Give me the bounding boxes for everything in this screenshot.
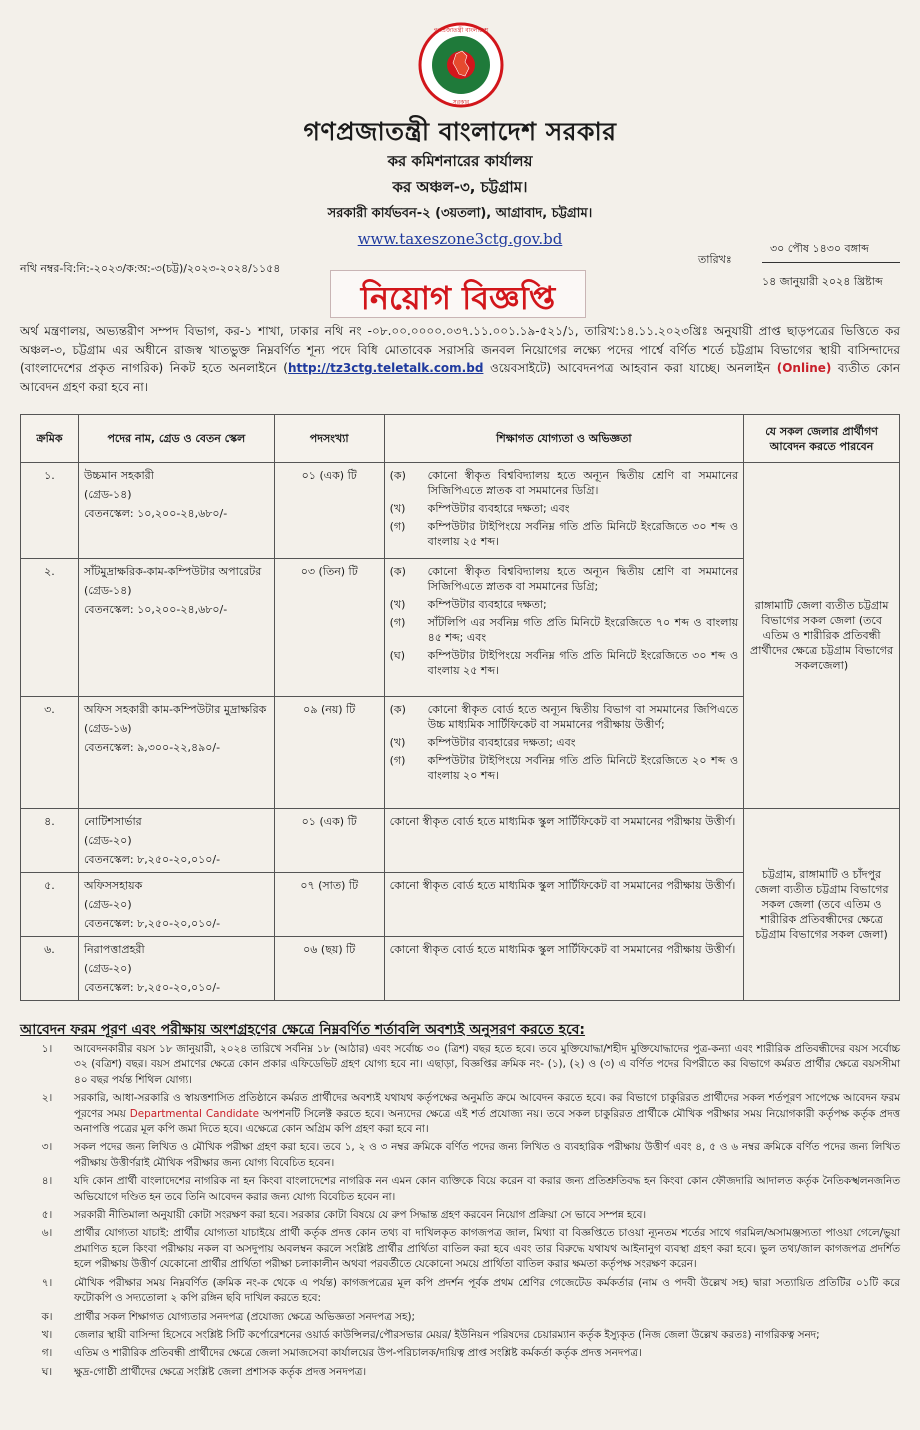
qualification-text: কোনো স্বীকৃত বোর্ড হতে মাধ্যমিক স্কুল সার্টিফিকেট বা সমমানের পরীক্ষায় উত্তীর্ণ।	[389, 815, 736, 828]
condition-item	[20, 1276, 900, 1307]
online-label: (Online)	[776, 361, 832, 375]
post-cell	[78, 697, 274, 809]
qualification-text: কোনো স্বীকৃত বোর্ড হতে অন্যূন দ্বিতীয় বিভাগ বা সমমানের জিপিএতে উচ্চ মাধ্যমিক সার্টিফিকেট বা সমমানের পরীক্ষায় উত্তীর্ণ;	[427, 703, 739, 731]
condition-number: ২।	[41, 1092, 53, 1105]
date-label: তারিখঃ	[698, 253, 732, 266]
government-name: গণপ্রজাতন্ত্রী বাংলাদেশ সরকার	[303, 117, 617, 146]
condition-number: খ।	[41, 1328, 53, 1341]
serial-cell: ৬.	[21, 937, 79, 1001]
condition-text: ক্ষুদ্র-গোষ্ঠী প্রার্থীদের ক্ষেত্রে সংশ্লিষ্ট জেলা প্রশাসক কর্তৃক প্রদত্ত সনদপত্র।	[74, 1365, 367, 1378]
condition-number: ৩।	[41, 1141, 53, 1154]
post-grade: (গ্রেড-২০)	[83, 962, 132, 975]
condition-text: আবেদনকারীর বয়স ১৮ জানুয়ারী, ২০২৪ তারিখে সর্বনিম্ন ১৮ (আঠার) এবং সর্বোচ্চ ৩০ (ত্রিশ) বছর হতে হবে। তবে মুক্তিযোদ্ধা/শহীদ মুক্তিযোদ্ধাদের পুত্র-কন্যা এবং শারীরিক প্রতিবন্ধীদের বয়স সর্বোচ্চ ৩২ (বত্রিশ) বছর। বয়স প্রমাণের ক্ষেত্রে কোন প্রকার এফিডেভিট গ্রহণ যোগ্য হবে না। এছাড়া, বিজ্ঞপ্তির ক্রমিক নং- (১), (২) ও (৩) এ বর্ণিত পদের বিপরীতে কর বিভাগে কর্মরত প্রার্থীর ক্ষেত্রে বয়সসীমা ৪০ বছর পর্যন্ত শিথিল যোগ্য।	[74, 1043, 900, 1086]
notice-title: নিয়োগ বিজ্ঞপ্তি	[360, 279, 556, 317]
qualification-key: (গ)	[389, 754, 406, 767]
condition-body	[74, 1091, 900, 1137]
post-cell	[78, 809, 274, 873]
condition-body	[74, 1276, 900, 1307]
serial-cell: ২.	[21, 559, 79, 697]
header-count: পদসংখ্যা	[274, 415, 384, 463]
condition-item	[20, 1174, 900, 1205]
date-english: ১৪ জানুয়ারী ২০২৪ খ্রিষ্টাব্দ	[762, 275, 883, 288]
intro-text-3: ব্যতীত কোন আবেদন গ্রহণ করা হবে না।	[20, 361, 900, 394]
condition-item	[20, 1346, 900, 1361]
condition-item	[20, 1226, 900, 1272]
condition-body	[74, 1365, 900, 1380]
post-name: সাঁটমুদ্রাক্ষরিক-কাম-কম্পিউটার অপারেটর	[83, 565, 262, 578]
office-name: কর কমিশনারের কার্যালয়	[387, 152, 533, 170]
title-box	[330, 270, 586, 318]
header-post: পদের নাম, গ্রেড ও বেতন স্কেল	[78, 415, 274, 463]
condition-body	[74, 1310, 900, 1325]
qualification-key: (খ)	[389, 598, 406, 611]
qualification-item	[390, 648, 739, 678]
qualification-text: কম্পিউটার ব্যবহারের দক্ষতা; এবং	[427, 736, 576, 749]
qualification-key: (ক)	[389, 469, 406, 482]
qualification-cell	[384, 809, 744, 873]
header-qualification: শিক্ষাগত যোগ্যতা ও অভিজ্ঞতা	[384, 415, 744, 463]
post-grade: (গ্রেড-১৬)	[83, 722, 132, 735]
qualification-item	[390, 597, 739, 612]
post-cell	[78, 873, 274, 937]
condition-body	[74, 1140, 900, 1171]
condition-text: অপশনটি সিলেক্ট করতে হবে। অন্যদের ক্ষেত্রে এই শর্ত প্রযোজ্য নয়। তবে সকল চাকুরিরত প্রার্থীকে মৌখিক পরীক্ষার সময় নিয়োগকারী কর্তৃপক্ষ কর্তৃক প্রদত্ত অনাপত্তি পত্রের মূল কপি জমা দিতে হবে। এক্ষেত্রে কোন অগ্রিম কপি গ্রহণ করা হবে না।	[74, 1107, 900, 1136]
qualification-cell	[384, 463, 744, 559]
post-name: নোটিশসার্ভার	[83, 815, 142, 828]
post-cell	[78, 559, 274, 697]
post-count: ০৭ (সাত) টি	[274, 873, 384, 937]
qualification-text: কোনো স্বীকৃত বোর্ড হতে মাধ্যমিক স্কুল সার্টিফিকেট বা সমমানের পরীক্ষায় উত্তীর্ণ।	[389, 943, 736, 956]
post-name: নিরাপত্তাপ্রহরী	[83, 943, 145, 956]
pay-scale: বেতনস্কেল: ১০,২০০-২৪,৬৮০/-	[83, 507, 228, 520]
intro-text-1: অর্থ মন্ত্রণালয়, অভ্যন্তরীণ সম্পদ বিভাগ, কর-১ শাখা, ঢাকার নথি নং -০৮.০০.০০০০.০৩৭.১১.০০১.১৯-৫২১/১, তারিখ:১৪.১১.২০২৩খ্রিঃ অনুযায়ী প্রাপ্ত ছাড়পত্রের ভিত্তিতে কর অঞ্চল-৩, চট্টগ্রাম এর অধীনে রাজস্ব খাতভুক্ত নিম্নবর্ণিত শূন্য পদে বিধি মোতাবেক সরাসরি জনবল নিয়োগের লক্ষ্যে পদের পার্শ্বে বর্ণিত শর্তে চট্টগ্রাম বিভাগের স্থায়ী বাসিন্দাদের (বাংলাদেশের প্রকৃত নাগরিক) নিকট হতে অনলাইনে (	[20, 324, 900, 375]
condition-number: ৫।	[41, 1209, 53, 1222]
post-count: ০৩ (তিন) টি	[274, 559, 384, 697]
qualification-item	[390, 942, 739, 957]
qualification-text: কম্পিউটার ব্যবহারে দক্ষতা; এবং	[427, 502, 570, 515]
qualification-text: কম্পিউটার ব্যবহারে দক্ষতা;	[427, 598, 547, 611]
tax-zone: কর অঞ্চল-৩, চট্টগ্রাম।	[392, 178, 528, 196]
vacancy-table	[20, 414, 900, 1001]
condition-text: প্রার্থীর সকল শিক্ষাগত যোগ্যতার সনদপত্র (প্রযোজ্য ক্ষেত্রে অভিজ্ঞতা সনদপত্র সহ);	[74, 1310, 416, 1323]
qualification-item	[390, 519, 739, 549]
post-count: ০৬ (ছয়) টি	[274, 937, 384, 1001]
condition-item	[20, 1208, 900, 1223]
condition-item	[20, 1140, 900, 1171]
header-serial: ক্রমিক	[21, 415, 79, 463]
qualification-item	[390, 878, 739, 893]
post-grade: (গ্রেড-১৪)	[83, 488, 132, 501]
qualification-key: (গ)	[389, 520, 406, 533]
pay-scale: বেতনস্কেল: ১০,২০০-২৪,৬৮০/-	[83, 603, 228, 616]
condition-item	[20, 1042, 900, 1088]
post-name: অফিস সহকারী কাম-কম্পিউটার মুদ্রাক্ষরিক	[83, 703, 267, 716]
qualification-item	[390, 564, 739, 594]
eligibility-cell: চট্টগ্রাম, রাঙ্গামাটি ও চাঁদপুর জেলা ব্যতীত চট্টগ্রাম বিভাগের সকল জেলা (তবে এতিম ও শারীরিক প্রতিবন্ধীদের ক্ষেত্রে চট্টগ্রাম বিভাগের সকল জেলা)	[744, 809, 900, 1001]
condition-number: ৭।	[41, 1276, 53, 1289]
serial-cell: ১.	[21, 463, 79, 559]
condition-text: সরকারি, আধা-সরকারি ও স্বায়ত্তশাসিত প্রতিষ্ঠানে কর্মরত প্রার্থীদের অবশ্যই যথাযথ কর্তৃপক্ষের অনুমতি ক্রমে আবেদন করতে হবে। কর বিভাগে চাকুরিরত প্রার্থীদের সকল শর্তপূরণ সাপেক্ষে আবেদন ফরম পূরণের সময়	[74, 1092, 900, 1120]
condition-text: সরকারী নীতিমালা অনুযায়ী কোটা সংরক্ষণ করা হবে। সরকার কোটা বিষয়ে যে রুপ সিদ্ধান্ত গ্রহণ করবেন নিয়োগ প্রক্রিয়া সে ভাবে সম্পন্ন হবে।	[74, 1209, 647, 1222]
qualification-cell	[384, 697, 744, 809]
conditions-heading: আবেদন ফরম পূরণ এবং পরীক্ষায় অংশগ্রহণের ক্ষেত্রে নিম্নবর্ণিত শর্তাবলি অবশ্যই অনুসরণ করতে হবে:	[20, 1022, 586, 1038]
application-link[interactable]: http://tz3ctg.teletalk.com.bd	[287, 361, 484, 375]
qualification-key: (খ)	[389, 736, 406, 749]
condition-body	[74, 1328, 900, 1343]
table-row	[21, 809, 900, 873]
condition-item	[20, 1091, 900, 1137]
condition-number: গ।	[41, 1347, 53, 1360]
condition-body	[74, 1042, 900, 1088]
post-cell	[78, 463, 274, 559]
serial-cell: ৪.	[21, 809, 79, 873]
pay-scale: বেতনস্কেল: ৮,২৫০-২০,০১০/-	[83, 981, 221, 994]
condition-number: ঘ।	[41, 1365, 53, 1378]
qualification-item	[390, 468, 739, 498]
condition-item	[20, 1310, 900, 1325]
qualification-item	[390, 814, 739, 829]
government-seal-icon	[418, 22, 504, 108]
qualification-text: কোনো স্বীকৃত বিশ্ববিদ্যালয় হতে অন্যূন দ্বিতীয় শ্রেণি বা সমমানের সিজিপিএতে স্নাতক বা সমমানের ডিগ্রি;	[427, 565, 739, 593]
qualification-text: সাঁটলিপি এর সর্বনিম্ন গতি প্রতি মিনিটে ইংরেজিতে ৭০ শব্দ ও বাংলায় ৪৫ শব্দ; এবং	[427, 616, 739, 644]
post-grade: (গ্রেড-২০)	[83, 834, 132, 847]
post-count: ০১ (এক) টি	[274, 463, 384, 559]
condition-body	[74, 1208, 900, 1223]
post-name: অফিসসহায়ক	[83, 879, 143, 892]
qualification-text: কোনো স্বীকৃত বিশ্ববিদ্যালয় হতে অন্যূন দ্বিতীয় শ্রেণি বা সমমানের সিজিপিএতে স্নাতক বা সমমানের ডিগ্রি।	[427, 469, 739, 497]
qualification-cell	[384, 559, 744, 697]
serial-cell: ৩.	[21, 697, 79, 809]
date-bangla: ৩০ পৌষ ১৪৩০ বঙ্গাব্দ	[770, 242, 869, 255]
office-address: সরকারী কার্যভবন-২ (৩য়তলা), আগ্রাবাদ, চট্টগ্রাম।	[327, 206, 593, 221]
qualification-key: (ঘ)	[389, 649, 406, 662]
condition-text: মৌখিক পরীক্ষার সময় নিম্নবর্ণিত (ক্রমিক নং-ক থেকে এ পর্যন্ত) কাগজপত্রের মূল কপি প্রদর্শন পূর্বক প্রথম শ্রেণির গেজেটেড কর্মকর্তার (নাম ও পদবী উল্লেখ সহ) দ্বারা সত্যায়িত প্রতিটির ০১টি করে ফটোকপি ও সদ্যতোলা ২ কপি রঙ্গিন ছবি দাখিল করতে হবে:	[74, 1276, 900, 1305]
qualification-item	[390, 501, 739, 516]
condition-text: জেলার স্থায়ী বাসিন্দা হিসেবে সংশ্লিষ্ট সিটি কর্পোরেশনের ওয়ার্ড কাউন্সিলর/পৌরসভার মেয়র/ ইউনিয়ন পরিষদের চেয়ারম্যান কর্তৃক ইস্যুকৃত (নিজ জেলা উল্লেখ করতঃ) নাগরিকত্ব সনদ;	[74, 1328, 820, 1341]
condition-text: প্রার্থীর যোগ্যতা যাচাই: প্রার্থীর যোগ্যতা যাচাইয়ে প্রার্থী কর্তৃক প্রদত্ত কোন তথ্য বা দাখিলকৃত কাগজপত্র জাল, মিথ্যা বা বিজ্ঞপ্তিতে চাওয়া ন্যূনতম শর্তের সাথে গরমিল/অসামঞ্জস্যতা পাওয়া গেলে/ভুয়া প্রমাণিত হলে কিংবা পরীক্ষায় নকল বা অসদুপায় অবলম্বন করলে সংশ্লিষ্ট প্রার্থীর প্রার্থিতা বাতিল করা হবে এবং তার বিরুদ্ধে যথাযথ আইনানুগ ব্যবস্থা গ্রহণ করা হবে। ভুল তথ্য/জাল কাগজপত্র প্রদর্শিত হলে পরীক্ষায় উত্তীর্ণ যেকোনো প্রার্থীর প্রার্থিতা পরীক্ষা চলাকালীন অথবা পরবর্তীতে যেকোনো সময়ে প্রার্থিতা বাতিল করার ক্ষমতা কর্তৃপক্ষ সংরক্ষণ করেন।	[74, 1227, 900, 1271]
date-divider	[762, 262, 900, 263]
svg-text:গণপ্রজাতন্ত্রী বাংলাদেশ: গণপ্রজাতন্ত্রী বাংলাদেশ	[433, 27, 489, 34]
qualification-item	[390, 702, 739, 732]
qualification-item	[390, 753, 739, 783]
condition-number: ১।	[41, 1043, 53, 1055]
condition-body	[74, 1174, 900, 1205]
condition-number: ক।	[41, 1310, 53, 1323]
qualification-item	[390, 735, 739, 750]
post-grade: (গ্রেড-২০)	[83, 898, 132, 911]
memo-number: নথি নম্বর-বি:নি:-২০২৩/ক:অ:-৩(চট্ট)/২০২৩-২০২৪/১১৫৪	[20, 262, 281, 275]
condition-item	[20, 1328, 900, 1343]
condition-text: এতিম ও শারীরিক প্রতিবন্ধী প্রার্থীদের ক্ষেত্রে জেলা সমাজসেবা কার্যালয়ের উপ-পরিচালক/দায়িত্ব প্রাপ্ত সংশ্লিষ্ট কর্মকর্তা কর্তৃক প্রদত্ত সনদপত্র।	[74, 1347, 642, 1360]
departmental-candidate-label: Departmental Candidate	[129, 1107, 259, 1120]
qualification-key: (ক)	[389, 565, 406, 578]
qualification-text: কম্পিউটার টাইপিংয়ে সর্বনিম্ন গতি প্রতি মিনিটে ইংরেজিতে ৩০ শব্দ ও বাংলায় ২৫ শব্দ।	[427, 649, 739, 677]
qualification-item	[390, 615, 739, 645]
qualification-key: (ক)	[389, 703, 406, 716]
qualification-key: (গ)	[389, 616, 406, 629]
intro-paragraph	[20, 322, 900, 396]
svg-text:সরকার: সরকার	[452, 99, 470, 106]
condition-text: যদি কোন প্রার্থী বাংলাদেশের নাগরিক না হন কিংবা বাংলাদেশের নাগরিক নন এমন কোন ব্যক্তিকে বিয়ে করেন বা করার জন্য প্রতিশ্রুতিবদ্ধ হন কিংবা কোন ফৌজদারি আদালত কর্তৃক নৈতিকস্খলনজনিত অভিযোগে দণ্ডিত হন তবে তিনি আবেদন করার জন্য যোগ্য বিবেচিত হবেন না।	[74, 1175, 900, 1203]
pay-scale: বেতনস্কেল: ৮,২৫০-২০,০১০/-	[83, 853, 221, 866]
condition-number: ৪।	[41, 1175, 53, 1188]
eligibility-cell: রাঙ্গামাটি জেলা ব্যতীত চট্টগ্রাম বিভাগের সকল জেলা (তবে এতিম ও শারীরিক প্রতিবন্ধী প্রার্থীদের ক্ষেত্রে চট্টগ্রাম বিভাগের সকলজেলা)	[744, 463, 900, 809]
qualification-text: কোনো স্বীকৃত বোর্ড হতে মাধ্যমিক স্কুল সার্টিফিকেট বা সমমানের পরীক্ষায় উত্তীর্ণ।	[389, 879, 736, 892]
post-count: ০৯ (নয়) টি	[274, 697, 384, 809]
condition-number: ৬।	[41, 1227, 53, 1240]
qualification-text: কম্পিউটার টাইপিংয়ে সর্বনিম্ন গতি প্রতি মিনিটে ইংরেজিতে ২০ শব্দ ও বাংলায় ২০ শব্দ।	[427, 754, 739, 782]
conditions-list	[20, 1042, 900, 1383]
post-grade: (গ্রেড-১৪)	[83, 584, 132, 597]
qualification-text: কম্পিউটার টাইপিংয়ে সর্বনিম্ন গতি প্রতি মিনিটে ইংরেজিতে ৩০ শব্দ ও বাংলায় ২৫ শব্দ।	[427, 520, 739, 548]
qualification-cell	[384, 937, 744, 1001]
post-name: উচ্চমান সহকারী	[83, 469, 154, 482]
pay-scale: বেতনস্কেল: ৮,২৫০-২০,০১০/-	[83, 917, 221, 930]
table-row	[21, 463, 900, 559]
qualification-key: (খ)	[389, 502, 406, 515]
header-eligible-districts: যে সকল জেলার প্রার্থীগণ আবেদন করতে পারবেন	[744, 415, 900, 463]
condition-body	[74, 1226, 900, 1272]
qualification-cell	[384, 873, 744, 937]
post-count: ০১ (এক) টি	[274, 809, 384, 873]
intro-text-2: ওয়েবসাইটে) আবেদনপত্র আহবান করা যাচ্ছে। অনলাইন	[483, 361, 777, 375]
condition-text: সকল পদের জন্য লিখিত ও মৌখিক পরীক্ষা গ্রহণ করা হবে। তবে ১, ২ ও ৩ নম্বর ক্রমিকে বর্ণিত পদের জন্য লিখিত ও ব্যবহারিক পরীক্ষায় উত্তীর্ণ এবং ৪, ৫ ও ৬ নম্বর ক্রমিকে বর্ণিত পদের জন্য লিখিত পরীক্ষায় উত্তীর্ণরাই মৌখিক পরীক্ষার জন্য যোগ্য বিবেচিত হবেন।	[74, 1141, 900, 1169]
pay-scale: বেতনস্কেল: ৯,৩০০-২২,৪৯০/-	[83, 741, 221, 754]
website-link[interactable]: www.taxeszone3ctg.gov.bd	[357, 230, 563, 248]
post-cell	[78, 937, 274, 1001]
condition-body	[74, 1346, 900, 1361]
serial-cell: ৫.	[21, 873, 79, 937]
condition-item	[20, 1365, 900, 1380]
